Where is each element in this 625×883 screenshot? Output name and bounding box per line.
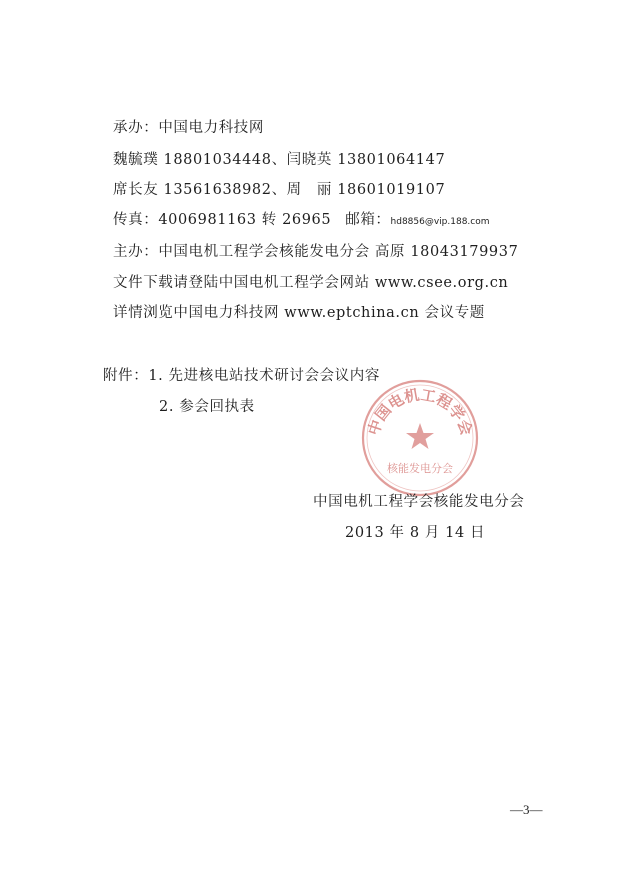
signature-org: 中国电机工程学会核能发电分会 [313,494,525,510]
attachment-line-1 [103,367,380,385]
contact-line-2: 席长友 13561638982、周 丽 18601019107 [113,182,446,198]
signature-date: 2013 年 8 月 14 日 [345,525,486,541]
seal-star-icon [406,423,434,449]
attachment-item-1: 1. 先进核电站技术研讨会会议内容 [148,368,380,384]
email-address: hd8856@vip.188.com [390,217,490,227]
host-name: 中国电机工程学会核能发电分会 高原 18043179937 [158,244,519,260]
organizer-label: 承办： [113,120,159,136]
attachment-item-2: 2. 参会回执表 [159,399,255,415]
email-label: 邮箱： [345,212,391,228]
official-seal [360,378,480,498]
contact-line-1: 魏毓璞 18801034448、闫晓英 13801064147 [113,152,446,168]
fax-label: 传真： [113,212,159,228]
host-line [113,243,518,261]
fax-email-line [113,211,490,231]
seal-ring-text: 中国电机工程学会 [364,385,476,438]
browse-line: 详情浏览中国电力科技网 www.eptchina.cn 会议专题 [113,305,485,321]
organizer-line [113,119,264,137]
page-number: —3— [510,802,543,817]
organizer-name: 中国电力科技网 [158,120,265,136]
download-line: 文件下载请登陆中国电机工程学会网站 www.csee.org.cn [113,275,509,291]
seal-center-text: 核能发电分会 [387,462,453,475]
attachment-label: 附件： [103,368,149,384]
host-label: 主办： [113,244,159,260]
fax-number: 4006981163 转 26965 [158,212,332,228]
